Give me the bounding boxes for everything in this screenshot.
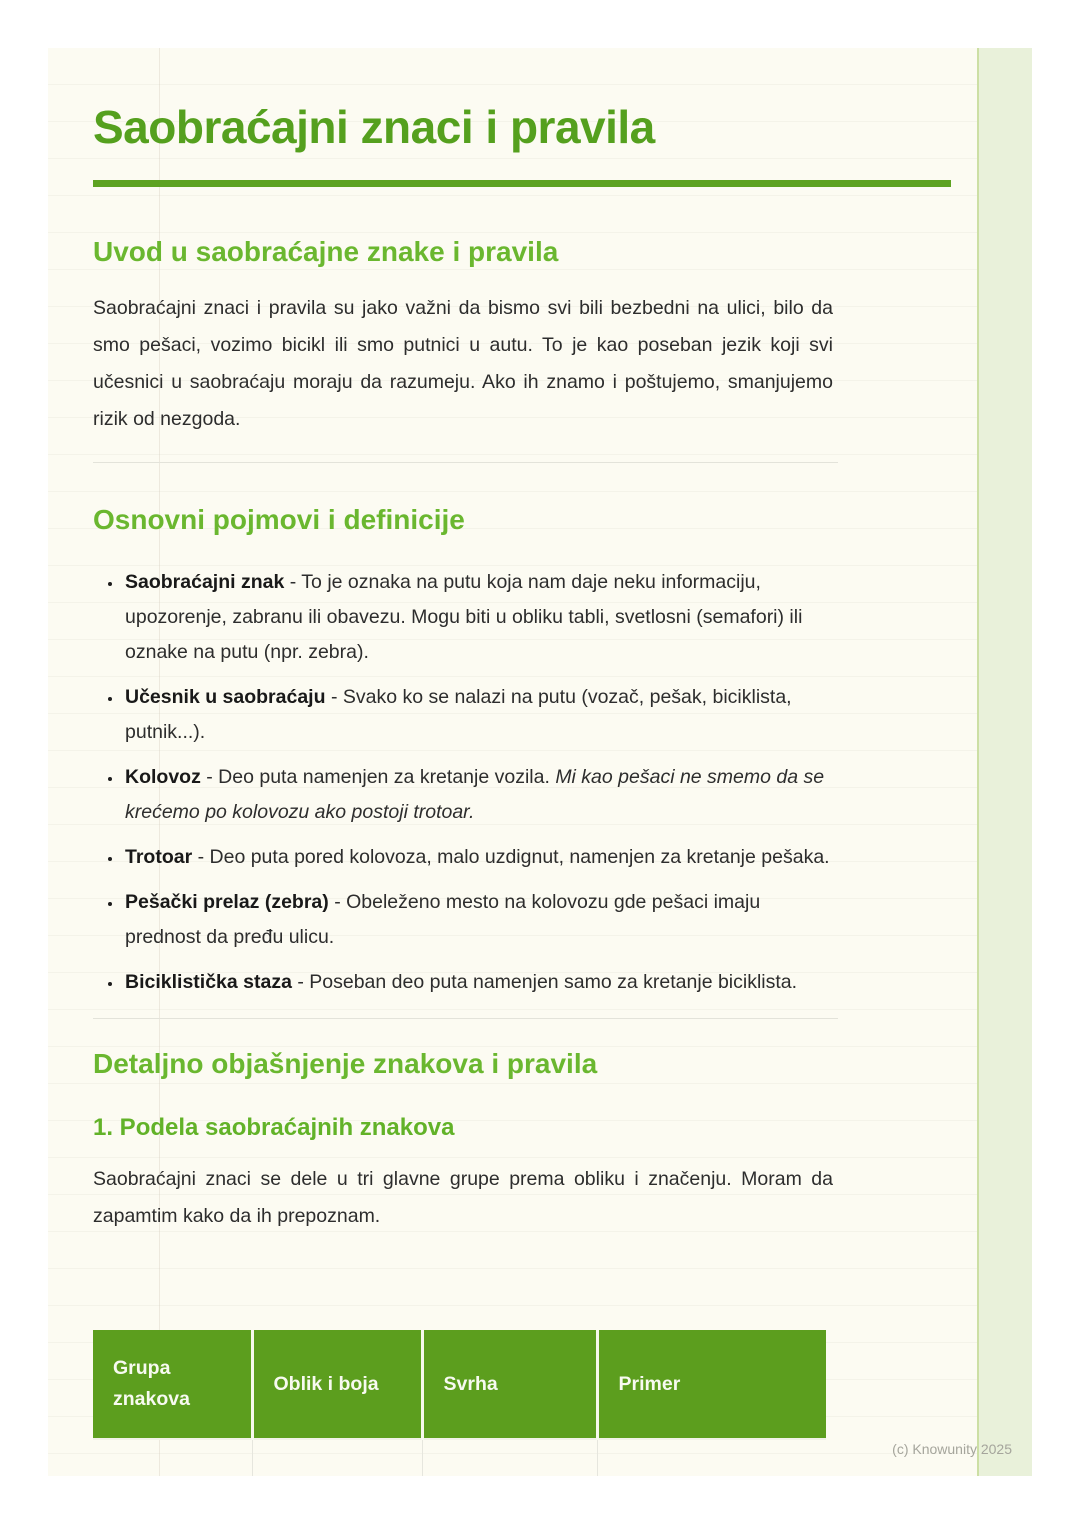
copyright-footer: (c) Knowunity 2025: [892, 1441, 1012, 1457]
document-page: [48, 48, 1032, 1476]
table-cell-empty: [252, 1439, 422, 1476]
table-cell-empty: [93, 1439, 252, 1476]
sub-heading-podela: 1. Podela saobraćajnih znakova: [93, 1114, 455, 1142]
section-heading-intro: Uvod u saobraćajne znake i pravila: [93, 235, 559, 267]
section-divider: [93, 1018, 838, 1019]
definition-text: - Svako ko se nalazi na putu (vozač, pešak, biciklista, putnik...).: [125, 685, 792, 743]
list-item: [123, 885, 833, 955]
table-header-svrha: Svrha: [422, 1330, 597, 1439]
definition-term: Trotoar: [125, 845, 193, 868]
table-header-primer: Primer: [597, 1330, 826, 1439]
details-paragraph: Saobraćajni znaci se dele u tri glavne grupe prema obliku i značenju. Moram da zapamtim kako da ih prepoznam.: [93, 1168, 833, 1228]
document-content: [48, 102, 833, 1235]
page-title: Saobraćajni znaci i pravila: [93, 101, 655, 153]
definition-note-italic: Mi kao pešaci ne smemo da se krećemo po kolovozu ako postoji trotoar.: [125, 765, 825, 823]
definition-term: Učesnik u saobraćaju: [125, 685, 326, 708]
definition-text: - Deo puta pored kolovoza, malo uzdignut, namenjen za kretanje pešaka.: [197, 845, 830, 868]
table-cell-empty: [597, 1439, 826, 1476]
table-header-grupa-znakova: Grupa znakova: [93, 1330, 252, 1439]
definition-term: Saobraćajni znak: [125, 570, 285, 593]
section-heading-definitions: Osnovni pojmovi i definicije: [93, 504, 465, 536]
definition-term: Pešački prelaz (zebra): [125, 890, 329, 913]
list-item: [123, 760, 833, 830]
table-header-oblik-i-boja: Oblik i boja: [252, 1330, 422, 1439]
definition-text: - Deo puta namenjen za kretanje vozila.: [206, 765, 550, 788]
definition-text: - To je oznaka na putu koja nam daje neku informaciju, upozorenje, zabranu ili obavezu. Mogu biti u obliku tabli, svetlosni (semafori) ili oznake na putu (npr. zebra).: [125, 570, 803, 663]
title-underline-rule: [93, 180, 951, 187]
definition-term: Biciklistička staza: [125, 970, 292, 993]
section-heading-details: Detaljno objašnjenje znakova i pravila: [93, 1047, 598, 1079]
right-margin-strip: [977, 48, 1032, 1476]
intro-paragraph: Saobraćajni znaci i pravila su jako važni da bismo svi bili bezbedni na ulici, bilo da smo pešaci, vozimo bicikl ili smo putnici u autu. To je kao poseban jezik koji svi učesnici u saobraćaju moraju da razumeju. Ako ih znamo i poštujemo, smanjujemo rizik od nezgoda.: [93, 297, 833, 431]
list-item: [123, 965, 833, 1000]
signs-groups-table: [93, 1330, 826, 1476]
definition-text: - Poseban deo puta namenjen samo za kretanje biciklista.: [297, 970, 798, 993]
list-item: [123, 680, 833, 750]
list-item: [123, 840, 833, 875]
table-header-row: [93, 1330, 826, 1439]
table-row: [93, 1439, 826, 1476]
table-cell-empty: [422, 1439, 597, 1476]
definition-text: - Obeleženo mesto na kolovozu gde pešaci imaju prednost da pređu ulicu.: [125, 890, 761, 948]
list-item: [123, 565, 833, 670]
definition-term: Kolovoz: [125, 765, 201, 788]
section-divider: [93, 462, 838, 463]
definitions-list: [93, 565, 833, 1000]
